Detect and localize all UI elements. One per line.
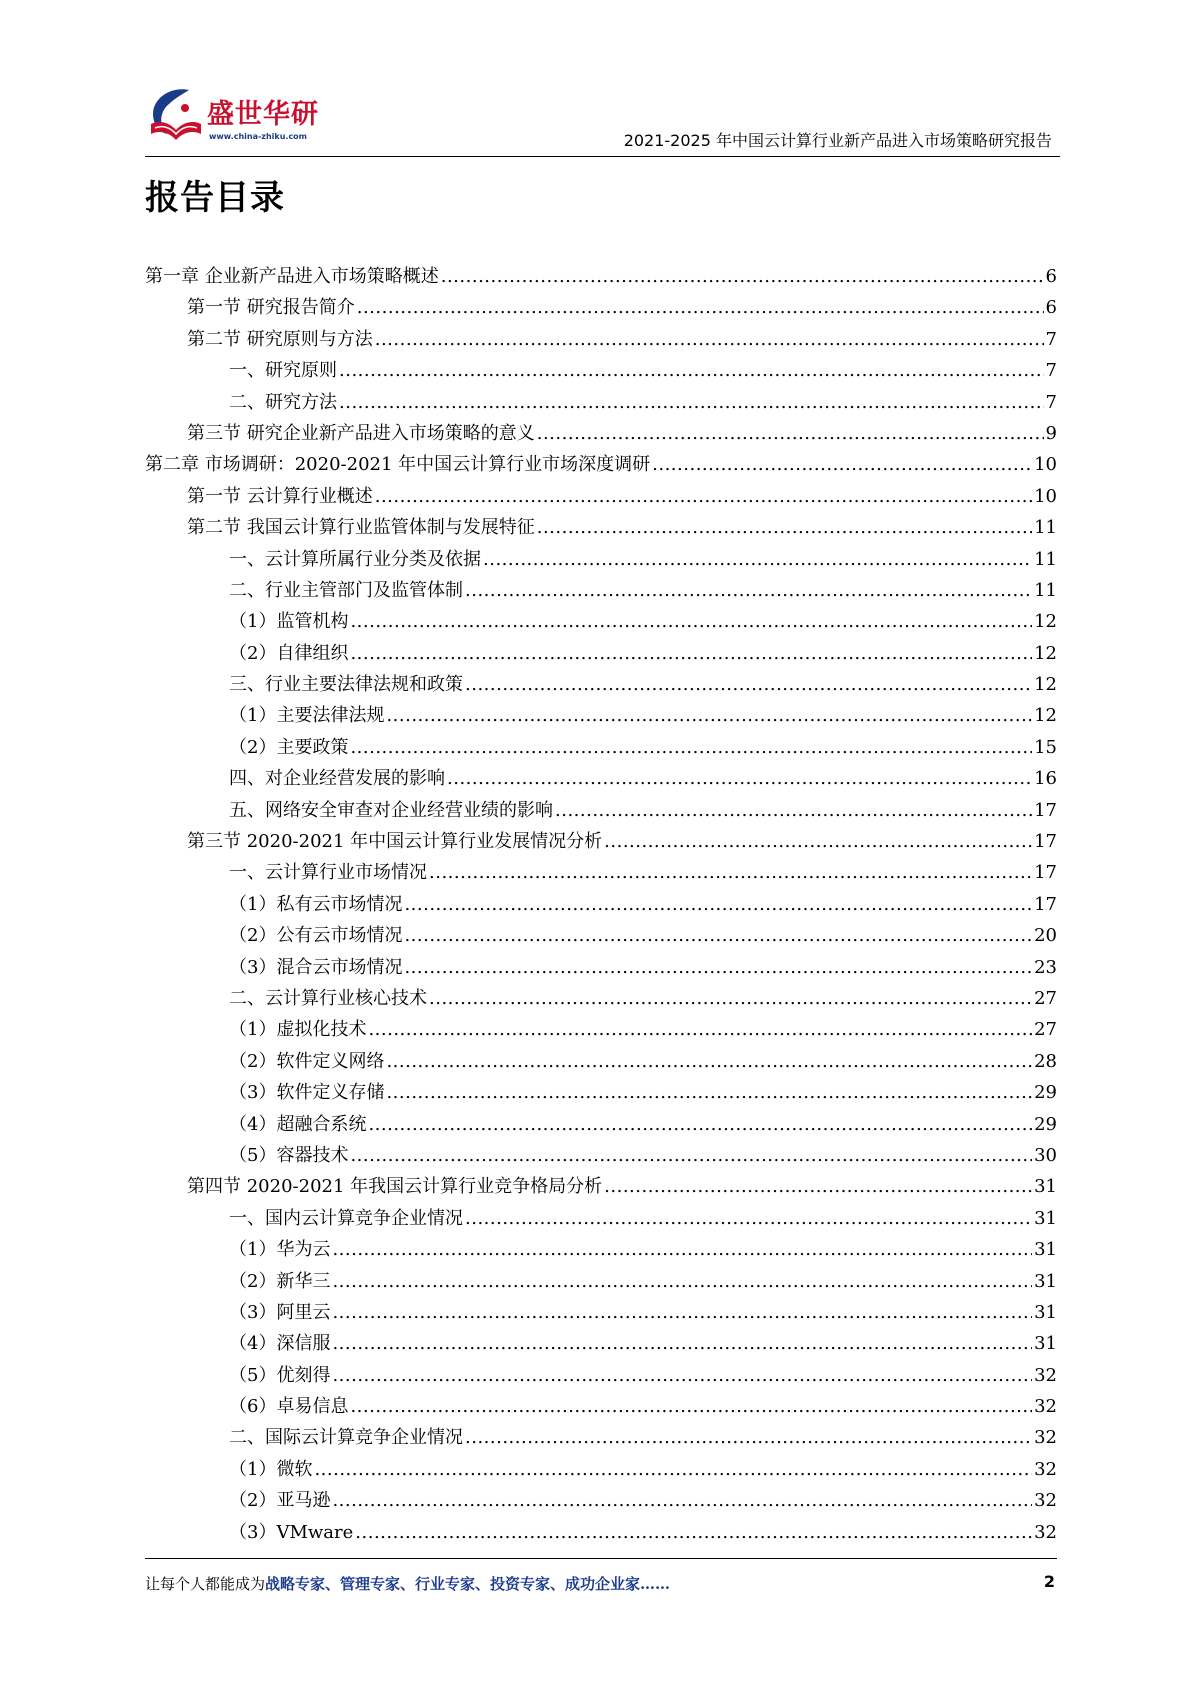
toc-entry[interactable] [145,701,1057,732]
toc-leader-dots [386,1051,1032,1072]
toc-leader-dots [357,297,1044,318]
toc-entry-page: 20 [1034,925,1057,947]
toc-entry-title: 五、网络安全审查对企业经营业绩的影响 [229,799,553,821]
toc-entry-title: （1）私有云市场情况 [229,893,403,915]
toc-entry[interactable] [145,858,1057,889]
toc-entry[interactable] [145,419,1057,450]
toc-entry-title: 第四节 2020-2021 年我国云计算行业竞争格局分析 [187,1176,603,1198]
toc-entry-page: 30 [1034,1144,1057,1166]
toc-entry-title: （3）阿里云 [229,1301,331,1323]
toc-entry[interactable] [145,733,1057,764]
toc-entry[interactable] [145,1110,1057,1141]
toc-entry-title: 一、云计算行业市场情况 [229,862,427,884]
toc-leader-dots [386,1082,1032,1103]
toc-entry-page: 11 [1034,548,1057,570]
toc-entry[interactable] [145,388,1057,419]
toc-entry-title: 第二节 研究原则与方法 [187,328,373,350]
toc-entry-title: 一、云计算所属行业分类及依据 [229,548,481,570]
toc-leader-dots [332,1302,1032,1323]
toc-entry-page: 32 [1034,1458,1057,1480]
toc-entry[interactable] [145,1455,1057,1486]
toc-entry-page: 12 [1034,642,1057,664]
toc-entry-title: 第二节 我国云计算行业监管体制与发展特征 [187,517,535,539]
toc-entry-title: 二、国际云计算竞争企业情况 [229,1427,463,1449]
toc-entry-title: 二、行业主管部门及监管体制 [229,579,463,601]
page-number: 2 [1043,1572,1055,1591]
toc-leader-dots [350,611,1032,632]
toc-entry-title: 第一章 企业新产品进入市场策略概述 [145,266,439,287]
toc-entry-title: （1）监管机构 [229,611,349,633]
toc-leader-dots [465,580,1032,601]
toc-entry[interactable] [145,827,1057,858]
toc-entry-title: （2）主要政策 [229,736,349,758]
company-logo [145,84,319,150]
toc-entry[interactable] [145,607,1057,638]
toc-entry[interactable] [145,953,1057,984]
toc-leader-dots [465,674,1032,695]
toc-entry-page: 27 [1034,987,1057,1009]
toc-entry-title: （1）虚拟化技术 [229,1019,367,1041]
toc-leader-dots [604,831,1032,852]
toc-heading: 报告目录 [145,178,285,218]
toc-entry[interactable] [145,1298,1057,1329]
toc-leader-dots [429,988,1032,1009]
toc-entry-title: （6）卓易信息 [229,1396,349,1418]
toc-leader-dots [375,486,1032,507]
toc-entry-page: 7 [1045,391,1057,413]
toc-entry-title: 第三节 研究企业新产品进入市场策略的意义 [187,422,535,444]
toc-entry-title: 第一节 云计算行业概述 [187,485,373,507]
toc-entry[interactable] [145,639,1057,670]
toc-leader-dots [314,1459,1032,1480]
toc-entry[interactable] [145,1267,1057,1298]
logo-url: www.china-zhiku.com [209,132,308,141]
book-swoosh-icon [145,84,207,146]
toc-leader-dots [375,329,1044,350]
toc-entry[interactable] [145,670,1057,701]
toc-entry-page: 6 [1045,297,1057,319]
toc-entry-page: 17 [1034,799,1057,821]
toc-entry[interactable] [145,1141,1057,1172]
toc-leader-dots [350,643,1032,664]
toc-entry-page: 9 [1045,422,1057,444]
toc-leader-dots [404,894,1032,915]
slogan-prefix: 让每个人都能成为 [145,1575,266,1593]
toc-leader-dots [332,1271,1032,1292]
toc-leader-dots [332,1333,1032,1354]
toc-entry-page: 27 [1034,1019,1057,1041]
toc-entry-page: 32 [1034,1396,1057,1418]
toc-entry[interactable] [145,1423,1057,1454]
toc-entry-title: 二、云计算行业核心技术 [229,987,427,1009]
toc-entry-title: 第二章 市场调研：2020-2021 年中国云计算行业市场深度调研 [145,454,651,476]
toc-entry-title: （4）深信服 [229,1333,331,1355]
header-divider [145,156,1060,157]
report-title: 2021-2025 年中国云计算行业新产品进入市场策略研究报告 [623,131,1052,150]
toc-leader-dots [465,1427,1032,1448]
toc-entry-page: 6 [1045,266,1057,287]
toc-entry-page: 15 [1034,736,1057,758]
toc-leader-dots [332,1365,1032,1386]
toc-entry[interactable] [145,293,1057,324]
footer-divider [145,1558,1057,1559]
toc-entry-title: （1）微软 [229,1458,313,1480]
toc-entry[interactable] [145,356,1057,387]
toc-entry-title: 一、国内云计算竞争企业情况 [229,1207,463,1229]
toc-entry-title: 三、行业主要法律法规和政策 [229,674,463,696]
toc-entry[interactable] [145,1361,1057,1392]
toc-entry[interactable] [145,984,1057,1015]
toc-entry-page: 29 [1034,1082,1057,1104]
toc-leader-dots [537,517,1032,538]
toc-entry[interactable] [145,482,1057,513]
toc-entry-title: （2）公有云市场情况 [229,925,403,947]
toc-entry-page: 10 [1034,485,1057,507]
toc-leader-dots [483,549,1032,570]
toc-leader-dots [604,1176,1032,1197]
toc-entry-page: 31 [1034,1270,1057,1292]
toc-leader-dots [537,423,1044,444]
toc-entry-title: （1）主要法律法规 [229,705,385,727]
toc-leader-dots [404,957,1032,978]
toc-entry-page: 12 [1034,674,1057,696]
toc-leader-dots [355,1522,1032,1543]
toc-entry-title: （2）亚马逊 [229,1490,331,1512]
toc-entry-page: 17 [1034,831,1057,853]
toc-entry-page: 32 [1034,1521,1057,1543]
toc-leader-dots [339,392,1044,413]
toc-entry-title: （5）容器技术 [229,1144,349,1166]
toc-leader-dots [465,1208,1032,1229]
toc-entry-title: 第一节 研究报告简介 [187,297,355,319]
toc-entry[interactable] [145,796,1057,827]
toc-entry-page: 29 [1034,1113,1057,1135]
toc-entry-page: 11 [1034,579,1057,601]
toc-entry-page: 32 [1034,1490,1057,1512]
toc-entry-title: 二、研究方法 [229,391,337,413]
toc-entry[interactable] [145,513,1057,544]
toc-entry-page: 32 [1034,1427,1057,1449]
toc-entry-page: 11 [1034,517,1057,539]
toc-entry[interactable] [145,1486,1057,1517]
page-header [145,80,1060,158]
toc-leader-dots [447,768,1032,789]
logo-name: 盛世华研 [207,99,319,130]
toc-entry-title: （3）VMware [229,1521,354,1543]
toc-entry-page: 12 [1034,611,1057,633]
toc-entry-page: 31 [1034,1239,1057,1261]
toc-entry-title: 第三节 2020-2021 年中国云计算行业发展情况分析 [187,831,603,853]
toc-entry-title: 一、研究原则 [229,360,337,382]
toc-leader-dots [555,800,1032,821]
toc-entry-page: 16 [1034,768,1057,790]
toc-entry[interactable] [145,576,1057,607]
toc-entry-page: 31 [1034,1333,1057,1355]
toc-leader-dots [368,1019,1032,1040]
toc-entry-page: 7 [1045,360,1057,382]
toc-entry[interactable] [145,325,1057,356]
toc-entry-page: 23 [1034,956,1057,978]
toc-entry-title: （3）混合云市场情况 [229,956,403,978]
toc-entry[interactable] [145,1392,1057,1423]
toc-leader-dots [652,454,1032,475]
toc-entry-page: 17 [1034,862,1057,884]
toc-leader-dots [332,1490,1032,1511]
toc-entry-page: 32 [1034,1364,1057,1386]
toc-entry[interactable] [145,1329,1057,1360]
toc-entry[interactable] [145,1015,1057,1046]
toc-leader-dots [386,705,1032,726]
toc-leader-dots [350,1145,1032,1166]
toc-leader-dots [350,737,1032,758]
toc-entry-page: 28 [1034,1050,1057,1072]
toc-leader-dots [350,1396,1032,1417]
slogan-emphasis: 战略专家、管理专家、行业专家、投资专家、成功企业家…… [265,1575,671,1593]
toc-entry[interactable] [145,1518,1057,1549]
toc-entry[interactable] [145,450,1057,481]
toc-leader-dots [332,1239,1032,1260]
toc-entry-page: 12 [1034,705,1057,727]
toc-leader-dots [441,266,1044,287]
toc-leader-dots [429,862,1032,883]
toc-entry-title: 四、对企业经营发展的影响 [229,768,445,790]
page-footer [145,1573,1057,1597]
toc-entry-title: （5）优刻得 [229,1364,331,1386]
toc-entry-page: 7 [1045,328,1057,350]
toc-entry[interactable] [145,262,1057,293]
table-of-contents [145,262,1057,1549]
toc-entry-page: 10 [1034,454,1057,476]
toc-entry[interactable] [145,890,1057,921]
footer-slogan [145,1573,670,1594]
toc-entry-title: （1）华为云 [229,1239,331,1261]
toc-entry-page: 31 [1034,1207,1057,1229]
toc-entry-page: 17 [1034,893,1057,915]
toc-leader-dots [404,925,1032,946]
toc-entry-title: （3）软件定义存储 [229,1082,385,1104]
toc-entry[interactable] [145,545,1057,576]
toc-entry[interactable] [145,1047,1057,1078]
toc-entry-title: （2）新华三 [229,1270,331,1292]
toc-entry-page: 31 [1034,1176,1057,1198]
toc-entry[interactable] [145,1078,1057,1109]
toc-entry[interactable] [145,1235,1057,1266]
toc-leader-dots [339,360,1044,381]
toc-entry-title: （2）软件定义网络 [229,1050,385,1072]
toc-entry[interactable] [145,1204,1057,1235]
toc-entry[interactable] [145,764,1057,795]
toc-entry[interactable] [145,921,1057,952]
toc-leader-dots [368,1114,1032,1135]
toc-entry[interactable] [145,1172,1057,1203]
toc-entry-title: （2）自律组织 [229,642,349,664]
toc-entry-page: 31 [1034,1301,1057,1323]
toc-entry-title: （4）超融合系统 [229,1113,367,1135]
